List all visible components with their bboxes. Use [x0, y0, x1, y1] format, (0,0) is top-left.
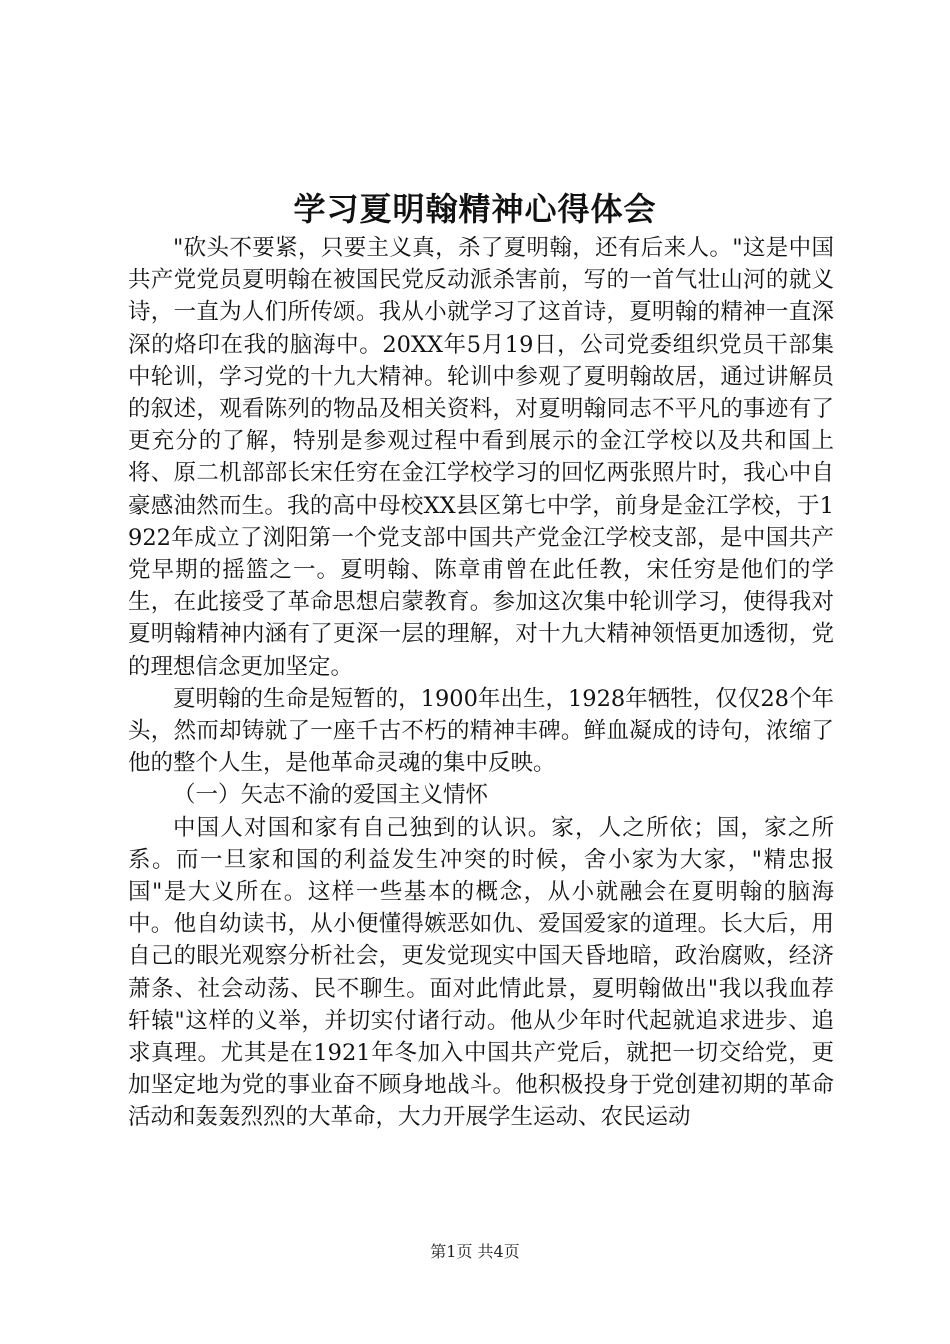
document-body [128, 232, 834, 1134]
paragraph-3: 中国人对国和家有自己独到的认识。家，人之所依；国，家之所系。而一旦家和国的利益发生冲突的时候，舍小家为大家，"精忠报国"是大义所在。这样一些基本的概念，从小就融会在夏明翰的脑海中。他自幼读书，从小便懂得嫉恶如仇、爱国爱家的道理。长大后，用自己的眼光观察分析社会，更发觉现实中国天昏地暗，政治腐败，经济萧条、社会动荡、民不聊生。面对此情此景，夏明翰做出"我以我血荐轩辕"这样的义举，并切实付诸行动。他从少年时代起就追求进步、追求真理。尤其是在1921年冬加入中国共产党后，就把一切交给党，更加坚定地为党的事业奋不顾身地战斗。他积极投身于党创建初期的革命活动和轰轰烈烈的大革命，大力开展学生运动、农民运动 [128, 814, 834, 1131]
paragraph-2: 夏明翰的生命是短暂的，1900年出生，1928年牺牲，仅仅28个年头，然而却铸就了一座千古不朽的精神丰碑。鲜血凝成的诗句，浓缩了他的整个人生，是他革命灵魂的集中反映。 [128, 685, 834, 777]
paragraph-1: "砍头不要紧，只要主义真，杀了夏明翰，还有后来人。"这是中国共产党党员夏明翰在被国民党反动派杀害前，写的一首气壮山河的就义诗，一直为人们所传颂。我从小就学习了这首诗，夏明翰的精神一直深深的烙印在我的脑海中。20XX年5月19日，公司党委组织党员干部集中轮训，学习党的十九大精神。轮训中参观了夏明翰故居，通过讲解员的叙述，观看陈列的物品及相关资料，对夏明翰同志不平凡的事迹有了更充分的了解，特别是参观过程中看到展示的金江学校以及共和国上将、原二机部部长宋任穷在金江学校学习的回忆两张照片时，我心中自豪感油然而生。我的高中母校XX县区第七中学，前身是金江学校，于1922年成立了浏阳第一个党支部中国共产党金江学校支部，是中国共产党早期的摇篮之一。夏明翰、陈章甫曾在此任教，宋任穷是他们的学生，在此接受了革命思想启蒙教育。参加这次集中轮训学习，使得我对夏明翰精神内涵有了更深一层的理解，对十九大精神领悟更加透彻，党的理想信念更加坚定。 [128, 235, 834, 680]
section-heading-1: （一）矢志不渝的爱国主义情怀 [173, 782, 489, 809]
page-number-footer: 第1页 共4页 [430, 1242, 520, 1261]
document-title: 学习夏明翰精神心得体会 [293, 190, 657, 228]
